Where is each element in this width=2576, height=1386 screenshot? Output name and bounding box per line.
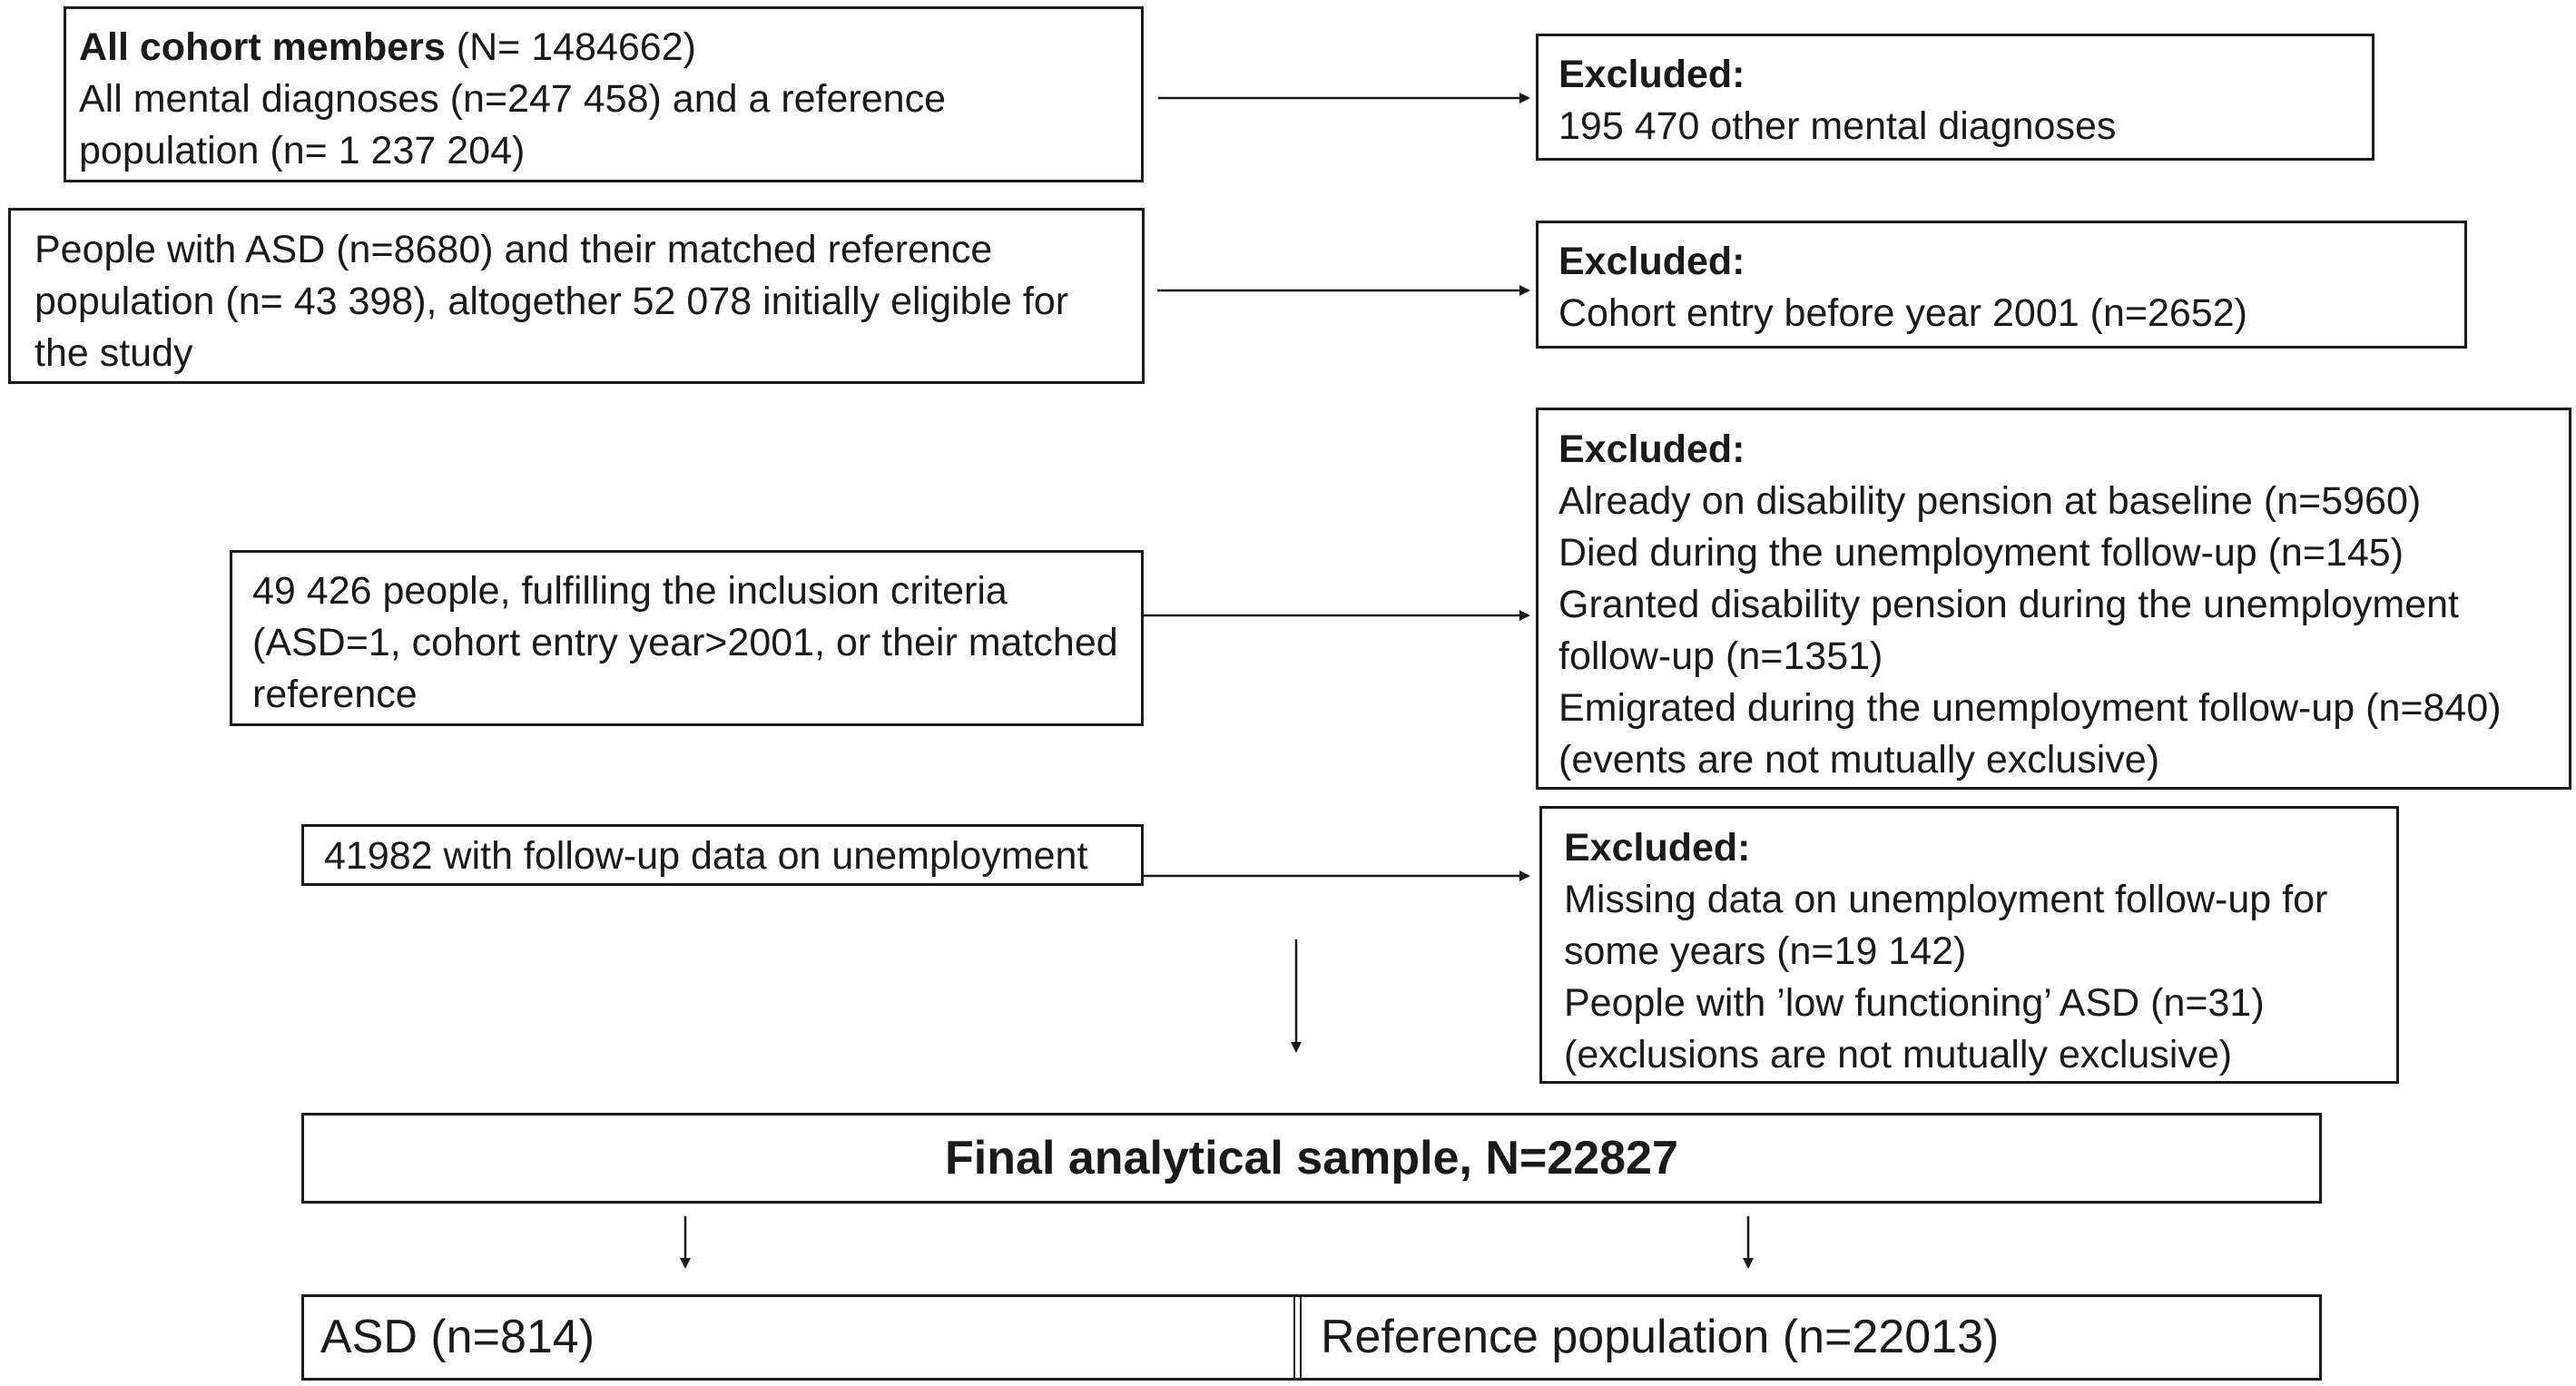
followup-box — [301, 824, 1144, 886]
followup-line-1: 41982 with follow-up data on unemployment — [324, 834, 1088, 878]
exclusion-3-line-6: (events are not mutually exclusive) — [1558, 738, 2160, 781]
exclusion-4-line-3: People with ’low functioning’ ASD (n=31) — [1564, 981, 2265, 1025]
group-divider — [1293, 1297, 1302, 1378]
exclusion-1-heading: Excluded: — [1558, 53, 1745, 96]
exclusion-box-4 — [1539, 806, 2399, 1084]
inclusion-box — [230, 550, 1144, 726]
groups-box — [301, 1294, 2322, 1381]
asd-line-1: People with ASD (n=8680) and their matched reference — [34, 228, 993, 271]
group-asd — [304, 1297, 1293, 1378]
group-reference-label: Reference population (n=22013) — [1321, 1311, 2000, 1363]
exclusion-2-heading: Excluded: — [1558, 240, 1745, 283]
exclusion-box-2 — [1536, 221, 2467, 349]
exclusion-3-line-3: Granted disability pension during the unemployment — [1558, 583, 2459, 626]
cohort-line-2: All mental diagnoses (n=247 458) and a reference — [79, 77, 946, 121]
final-sample-box — [301, 1113, 2322, 1204]
asd-line-2: population (n= 43 398), altogether 52 078 initially eligible for — [34, 280, 1069, 323]
inclusion-line-3: reference — [252, 673, 418, 716]
exclusion-4-line-1: Missing data on unemployment follow-up for — [1564, 878, 2328, 921]
exclusion-3-line-1: Already on disability pension at baseline (n=5960) — [1558, 479, 2422, 523]
group-reference — [1304, 1297, 2319, 1378]
exclusion-3-line-2: Died during the unemployment follow-up (n=145) — [1558, 531, 2404, 575]
cohort-line-3: population (n= 1 237 204) — [79, 129, 526, 172]
exclusion-4-line-4: (exclusions are not mutually exclusive) — [1564, 1033, 2233, 1076]
asd-box — [8, 208, 1145, 384]
exclusion-box-1 — [1536, 34, 2374, 161]
final-sample-title: Final analytical sample, N=22827 — [945, 1131, 1678, 1184]
exclusion-3-line-4: follow-up (n=1351) — [1558, 634, 1883, 678]
asd-line-3: the study — [34, 331, 193, 375]
exclusion-4-heading: Excluded: — [1564, 826, 1751, 870]
inclusion-line-1: 49 426 people, fulfilling the inclusion criteria — [252, 569, 1008, 613]
group-asd-label: ASD (n=814) — [320, 1311, 595, 1363]
exclusion-1-line-1: 195 470 other mental diagnoses — [1558, 104, 2117, 148]
exclusion-4-line-2: some years (n=19 142) — [1564, 929, 1967, 973]
exclusion-3-line-5: Emigrated during the unemployment follow-up (n=840) — [1558, 686, 2502, 730]
exclusion-2-line-1: Cohort entry before year 2001 (n=2652) — [1558, 291, 2247, 335]
cohort-box — [64, 6, 1144, 182]
cohort-line-1: All cohort members (N= 1484662) — [79, 25, 696, 69]
inclusion-line-2: (ASD=1, cohort entry year>2001, or their matched — [252, 621, 1118, 664]
exclusion-box-3 — [1536, 408, 2571, 790]
exclusion-3-heading: Excluded: — [1558, 428, 1745, 471]
